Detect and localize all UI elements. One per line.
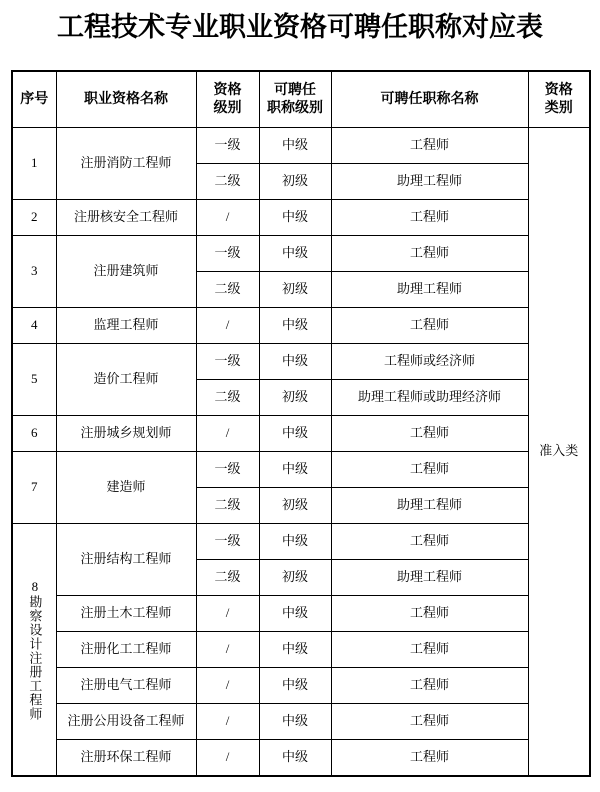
table-row	[12, 632, 590, 668]
cell-seq: 2	[12, 200, 56, 236]
page-title: 工程技术专业职业资格可聘任职称对应表	[57, 12, 543, 42]
cell-title-name: 助理工程师或助理经济师	[331, 380, 528, 416]
cell-seq-group-8: 8勘察设计注册工程师	[12, 524, 56, 777]
table-body	[12, 128, 590, 777]
cell-qualification-level: /	[196, 740, 259, 777]
cell-qualification-level: 一级	[196, 524, 259, 560]
cell-seq: 1	[12, 128, 56, 200]
cell-qualification-name: 注册化工工程师	[56, 632, 196, 668]
cell-qualification-name: 注册公用设备工程师	[56, 704, 196, 740]
cell-qualification-name: 监理工程师	[56, 308, 196, 344]
cell-qualification-level: /	[196, 668, 259, 704]
table-row	[12, 128, 590, 164]
table-header-row	[12, 71, 590, 128]
cell-title-name: 工程师	[331, 236, 528, 272]
table-row	[12, 524, 590, 560]
cell-seq: 6	[12, 416, 56, 452]
cell-title-level: 中级	[259, 524, 331, 560]
cell-qualification-level: /	[196, 308, 259, 344]
column-header-title-name: 可聘任职称名称	[331, 71, 528, 128]
table-header	[12, 71, 590, 128]
cell-title-name: 工程师	[331, 452, 528, 488]
cell-title-level: 中级	[259, 452, 331, 488]
cell-qualification-name: 注册消防工程师	[56, 128, 196, 200]
cell-title-name: 工程师	[331, 596, 528, 632]
cell-title-level: 中级	[259, 416, 331, 452]
cell-qualification-name: 建造师	[56, 452, 196, 524]
column-header-qualification-name: 职业资格名称	[56, 71, 196, 128]
category-line1: 资格	[544, 83, 573, 98]
cell-title-level: 中级	[259, 704, 331, 740]
cell-qualification-name: 注册建筑师	[56, 236, 196, 308]
cell-title-name: 工程师	[331, 632, 528, 668]
cell-qualification-level: 二级	[196, 380, 259, 416]
cell-title-level: 初级	[259, 272, 331, 308]
cell-qualification-level: /	[196, 704, 259, 740]
column-header-qualification-level	[196, 71, 259, 128]
column-header-seq: 序号	[12, 71, 56, 128]
table-row	[12, 416, 590, 452]
cell-title-name: 工程师	[331, 740, 528, 777]
cell-qualification-level: 一级	[196, 452, 259, 488]
cell-category: 准入类	[528, 128, 590, 777]
cell-title-name: 助理工程师	[331, 488, 528, 524]
cell-qualification-name: 注册结构工程师	[56, 524, 196, 596]
table-row	[12, 704, 590, 740]
cell-title-level: 中级	[259, 236, 331, 272]
cell-title-level: 初级	[259, 380, 331, 416]
cell-title-level: 中级	[259, 344, 331, 380]
cell-title-level: 初级	[259, 560, 331, 596]
cell-title-name: 工程师	[331, 200, 528, 236]
cell-title-name: 助理工程师	[331, 164, 528, 200]
title-level-line1: 可聘任	[274, 83, 316, 98]
title-level-line2: 职称级别	[267, 100, 323, 116]
cell-qualification-level: 二级	[196, 488, 259, 524]
cell-title-name: 工程师	[331, 416, 528, 452]
cell-qualification-level: 二级	[196, 164, 259, 200]
qualification-title-mapping-table	[11, 70, 591, 777]
cell-title-level: 初级	[259, 488, 331, 524]
cell-qualification-name: 造价工程师	[56, 344, 196, 416]
cell-title-name: 工程师	[331, 308, 528, 344]
cell-qualification-level: /	[196, 632, 259, 668]
cell-title-name: 工程师或经济师	[331, 344, 528, 380]
cell-seq: 5	[12, 344, 56, 416]
cell-title-name: 工程师	[331, 524, 528, 560]
table-row	[12, 308, 590, 344]
cell-title-level: 中级	[259, 596, 331, 632]
qualification-level-line2: 级别	[213, 100, 242, 116]
cell-qualification-name: 注册核安全工程师	[56, 200, 196, 236]
cell-seq: 7	[12, 452, 56, 524]
cell-qualification-name: 注册环保工程师	[56, 740, 196, 777]
table-row	[12, 200, 590, 236]
cell-qualification-level: 二级	[196, 272, 259, 308]
table-row	[12, 596, 590, 632]
cell-title-level: 中级	[259, 308, 331, 344]
cell-title-name: 助理工程师	[331, 272, 528, 308]
cell-qualification-name: 注册电气工程师	[56, 668, 196, 704]
cell-title-level: 中级	[259, 740, 331, 777]
cell-qualification-level: 一级	[196, 344, 259, 380]
cell-title-level: 中级	[259, 668, 331, 704]
cell-qualification-level: /	[196, 200, 259, 236]
cell-title-level: 中级	[259, 200, 331, 236]
cell-title-name: 工程师	[331, 668, 528, 704]
table-row	[12, 668, 590, 704]
qualification-level-line1: 资格	[213, 83, 242, 98]
cell-title-level: 中级	[259, 632, 331, 668]
table-row	[12, 236, 590, 272]
cell-seq: 3	[12, 236, 56, 308]
category-line2: 类别	[544, 100, 573, 116]
table-row	[12, 452, 590, 488]
cell-qualification-level: /	[196, 416, 259, 452]
cell-qualification-name: 注册城乡规划师	[56, 416, 196, 452]
cell-qualification-level: 一级	[196, 236, 259, 272]
cell-title-level: 初级	[259, 164, 331, 200]
table-row	[12, 344, 590, 380]
cell-qualification-name: 注册土木工程师	[56, 596, 196, 632]
cell-title-name: 助理工程师	[331, 560, 528, 596]
column-header-title-level	[259, 71, 331, 128]
column-header-category	[528, 71, 590, 128]
cell-seq: 4	[12, 308, 56, 344]
cell-title-name: 工程师	[331, 128, 528, 164]
table-row	[12, 740, 590, 777]
cell-qualification-level: 二级	[196, 560, 259, 596]
cell-title-level: 中级	[259, 128, 331, 164]
cell-title-name: 工程师	[331, 704, 528, 740]
cell-qualification-level: /	[196, 596, 259, 632]
cell-qualification-level: 一级	[196, 128, 259, 164]
